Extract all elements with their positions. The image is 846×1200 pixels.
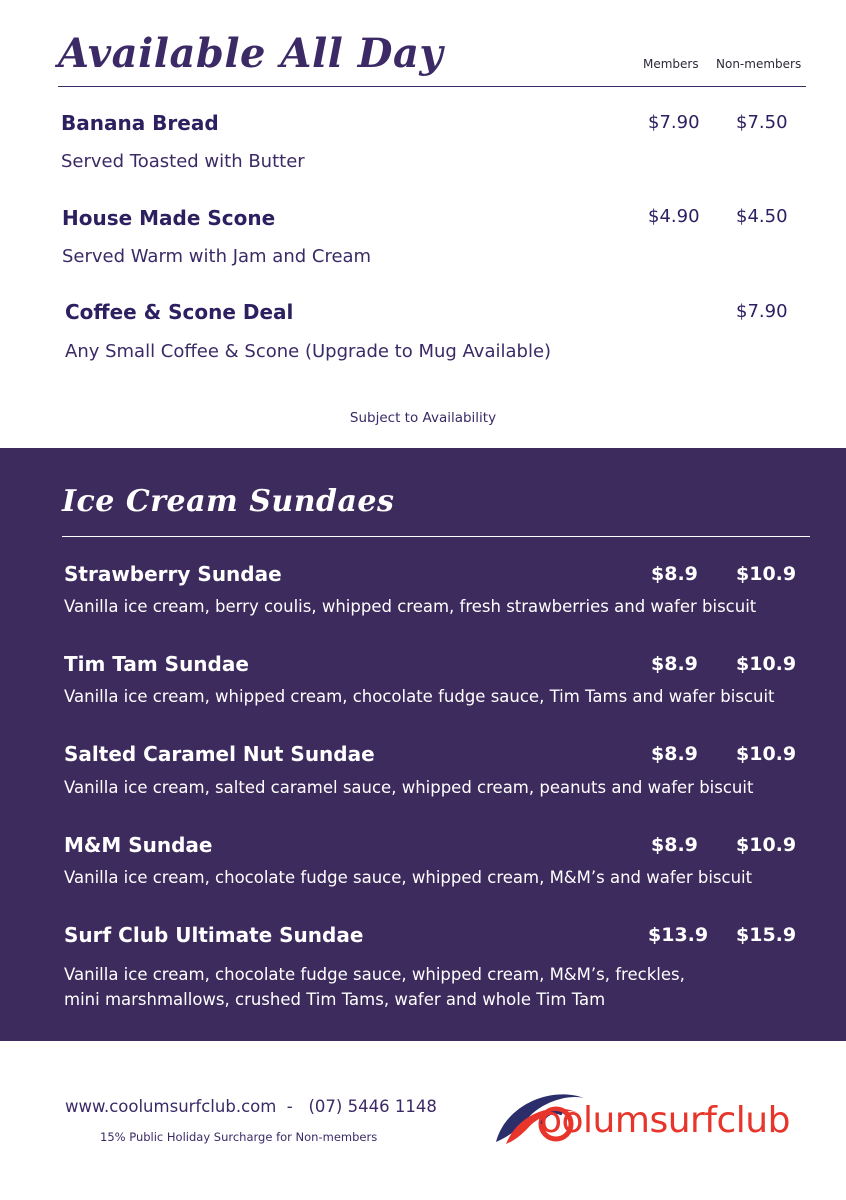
price-members: $7.90: [648, 112, 700, 133]
sundae-name: Tim Tam Sundae: [64, 652, 249, 676]
sundae-name: Surf Club Ultimate Sundae: [64, 923, 364, 947]
sundae-description: Vanilla ice cream, chocolate fudge sauce, whipped cream, M&M’s and wafer biscuit: [64, 868, 753, 887]
price-members: $4.90: [648, 206, 700, 227]
sundae-name: M&M Sundae: [64, 833, 213, 857]
price-non-members: $7.90: [736, 301, 788, 322]
section-title-available-all-day: Available All Day: [58, 30, 444, 77]
column-header-members: Members: [643, 57, 699, 71]
price-members: $8.9: [651, 653, 698, 675]
menu-item-name: Coffee & Scone Deal: [65, 300, 294, 324]
price-non-members: $4.50: [736, 206, 788, 227]
divider: [58, 86, 806, 87]
menu-item-name: Banana Bread: [61, 111, 219, 135]
sundae-description-line: mini marshmallows, crushed Tim Tams, wafer and whole Tim Tam: [64, 990, 606, 1009]
price-members: $13.9: [648, 924, 709, 946]
section-title-ice-cream-sundaes: Ice Cream Sundaes: [62, 484, 395, 519]
divider: [62, 536, 810, 537]
price-members: $8.9: [651, 743, 698, 765]
sundae-description-line: Vanilla ice cream, chocolate fudge sauce, whipped cream, M&M’s, freckles,: [64, 965, 685, 984]
surcharge-note: 15% Public Holiday Surcharge for Non-members: [100, 1130, 378, 1144]
menu-item-description: Any Small Coffee & Scone (Upgrade to Mug Available): [65, 341, 552, 362]
sundae-description: Vanilla ice cream, salted caramel sauce, whipped cream, peanuts and wafer biscuit: [64, 778, 754, 797]
sundae-name: Salted Caramel Nut Sundae: [64, 742, 375, 766]
logo-wordmark: oolumsurfclub: [540, 1100, 790, 1141]
price-non-members: $10.9: [736, 563, 797, 585]
price-non-members: $7.50: [736, 112, 788, 133]
menu-item-description: Served Toasted with Butter: [61, 151, 305, 172]
availability-note: Subject to Availability: [349, 410, 497, 426]
price-members: $8.9: [651, 563, 698, 585]
price-members: $8.9: [651, 834, 698, 856]
price-non-members: $10.9: [736, 653, 797, 675]
price-non-members: $15.9: [736, 924, 797, 946]
menu-item-name: House Made Scone: [62, 206, 276, 230]
price-non-members: $10.9: [736, 834, 797, 856]
sundae-name: Strawberry Sundae: [64, 562, 282, 586]
contact-info: www.coolumsurfclub.com - (07) 5446 1148: [65, 1097, 437, 1116]
sundae-description: Vanilla ice cream, berry coulis, whipped cream, fresh strawberries and wafer biscuit: [64, 597, 757, 616]
menu-item-description: Served Warm with Jam and Cream: [62, 246, 372, 267]
price-non-members: $10.9: [736, 743, 797, 765]
column-header-non-members: Non-members: [716, 57, 802, 71]
sundae-description: Vanilla ice cream, whipped cream, chocolate fudge sauce, Tim Tams and wafer biscuit: [64, 687, 775, 706]
